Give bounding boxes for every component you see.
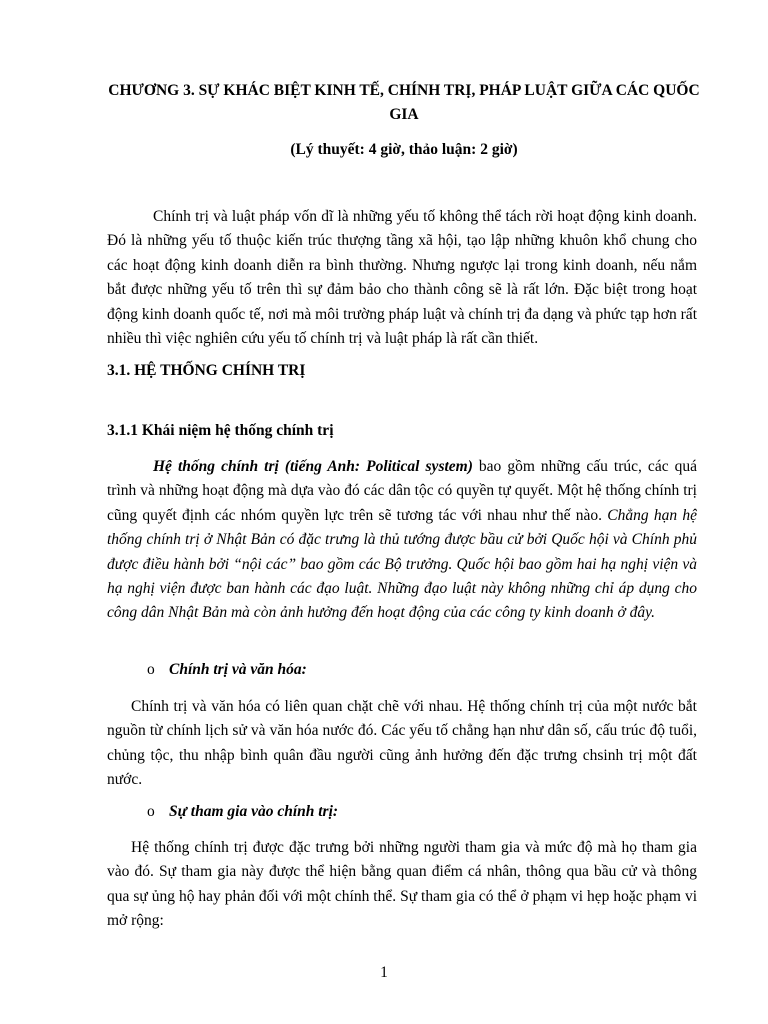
section-heading: 3.1. HỆ THỐNG CHÍNH TRỊ xyxy=(107,362,306,379)
bullet-marker: o xyxy=(147,803,155,820)
definition-example: Chẳng hạn hệ thống chính trị ở Nhật Bản có đặc trưng là thủ tướng được bầu cử bởi Quốc hội và Chính phủ được điều hành bởi “nội các” bao gồm các Bộ trưởng. Quốc hội bao gồm hai hạ nghị viện và hạ nghị viện được ban hành các đạo luật. Những đạo luật này không những chỉ áp dụng cho công dân Nhật Bản mà còn ảnh hưởng đến hoạt động của các công ty kinh doanh ở đây. xyxy=(107,506,697,622)
subsection-heading: 3.1.1 Khái niệm hệ thống chính trị xyxy=(107,422,334,439)
definition-paragraph xyxy=(107,455,697,626)
bullet-marker: o xyxy=(147,661,155,678)
bullet-title: Sự tham gia vào chính trị: xyxy=(169,803,339,820)
politics-culture-paragraph: Chính trị và văn hóa có liên quan chặt chẽ với nhau. Hệ thống chính trị của một nước bắt nguồn từ chính lịch sử và văn hóa nước đó. Các yếu tố chẳng hạn như dân số, cấu trúc độ tuổi, chủng tộc, thu nhập bình quân đầu người cũng ảnh hưởng đến đặc trưng chsinh trị một đất nước. xyxy=(107,698,697,789)
page-number: 1 xyxy=(380,964,388,981)
bullet-title: Chính trị và văn hóa: xyxy=(169,661,307,678)
chapter-title: CHƯƠNG 3. SỰ KHÁC BIỆT KINH TẾ, CHÍNH TRỊ, PHÁP LUẬT GIỮA CÁC QUỐC GIA xyxy=(108,82,700,123)
definition-term: Hệ thống chính trị (tiếng Anh: Political system) xyxy=(153,458,473,475)
definition-text: bao gồm những cấu trúc, các quá trình và những hoạt động mà dựa vào đó các dân tộc có quyền tự quyết. Một hệ thống chính trị cũng quyết định các nhóm quyền lực trên sẽ tương tác với nhau như thế nào. xyxy=(107,458,697,524)
participation-paragraph: Hệ thống chính trị được đặc trưng bởi những người tham gia và mức độ mà họ tham gia vào đó. Sự tham gia này được thể hiện bằng quan điểm cá nhân, thông qua bầu cử và thông qua sự ủng hộ hay phản đối với một chính thể. Sự tham gia có thể ở phạm vi hẹp hoặc phạm vi mở rộng: xyxy=(107,839,697,930)
bullet-politics-culture xyxy=(147,659,307,681)
bullet-political-participation xyxy=(147,801,338,823)
chapter-subtitle: (Lý thuyết: 4 giờ, thảo luận: 2 giờ) xyxy=(290,141,518,158)
intro-paragraph: Chính trị và luật pháp vốn dĩ là những yếu tố không thể tách rời hoạt động kinh doanh. Đó là những yếu tố thuộc kiến trúc thượng tầng xã hội, tạo lập những khuôn khổ chung cho các hoạt động kinh doanh diễn ra bình thường. Nhưng ngược lại trong kinh doanh, nếu nắm bắt được những yếu tố trên thì sự đảm bảo cho thành công sẽ là rất lớn. Đặc biệt trong hoạt động kinh doanh quốc tế, nơi mà môi trường pháp luật và chính trị đa dạng và phức tạp hơn rất nhiều thì việc nghiên cứu yếu tố chính trị và luật pháp là rất cần thiết. xyxy=(107,208,697,348)
